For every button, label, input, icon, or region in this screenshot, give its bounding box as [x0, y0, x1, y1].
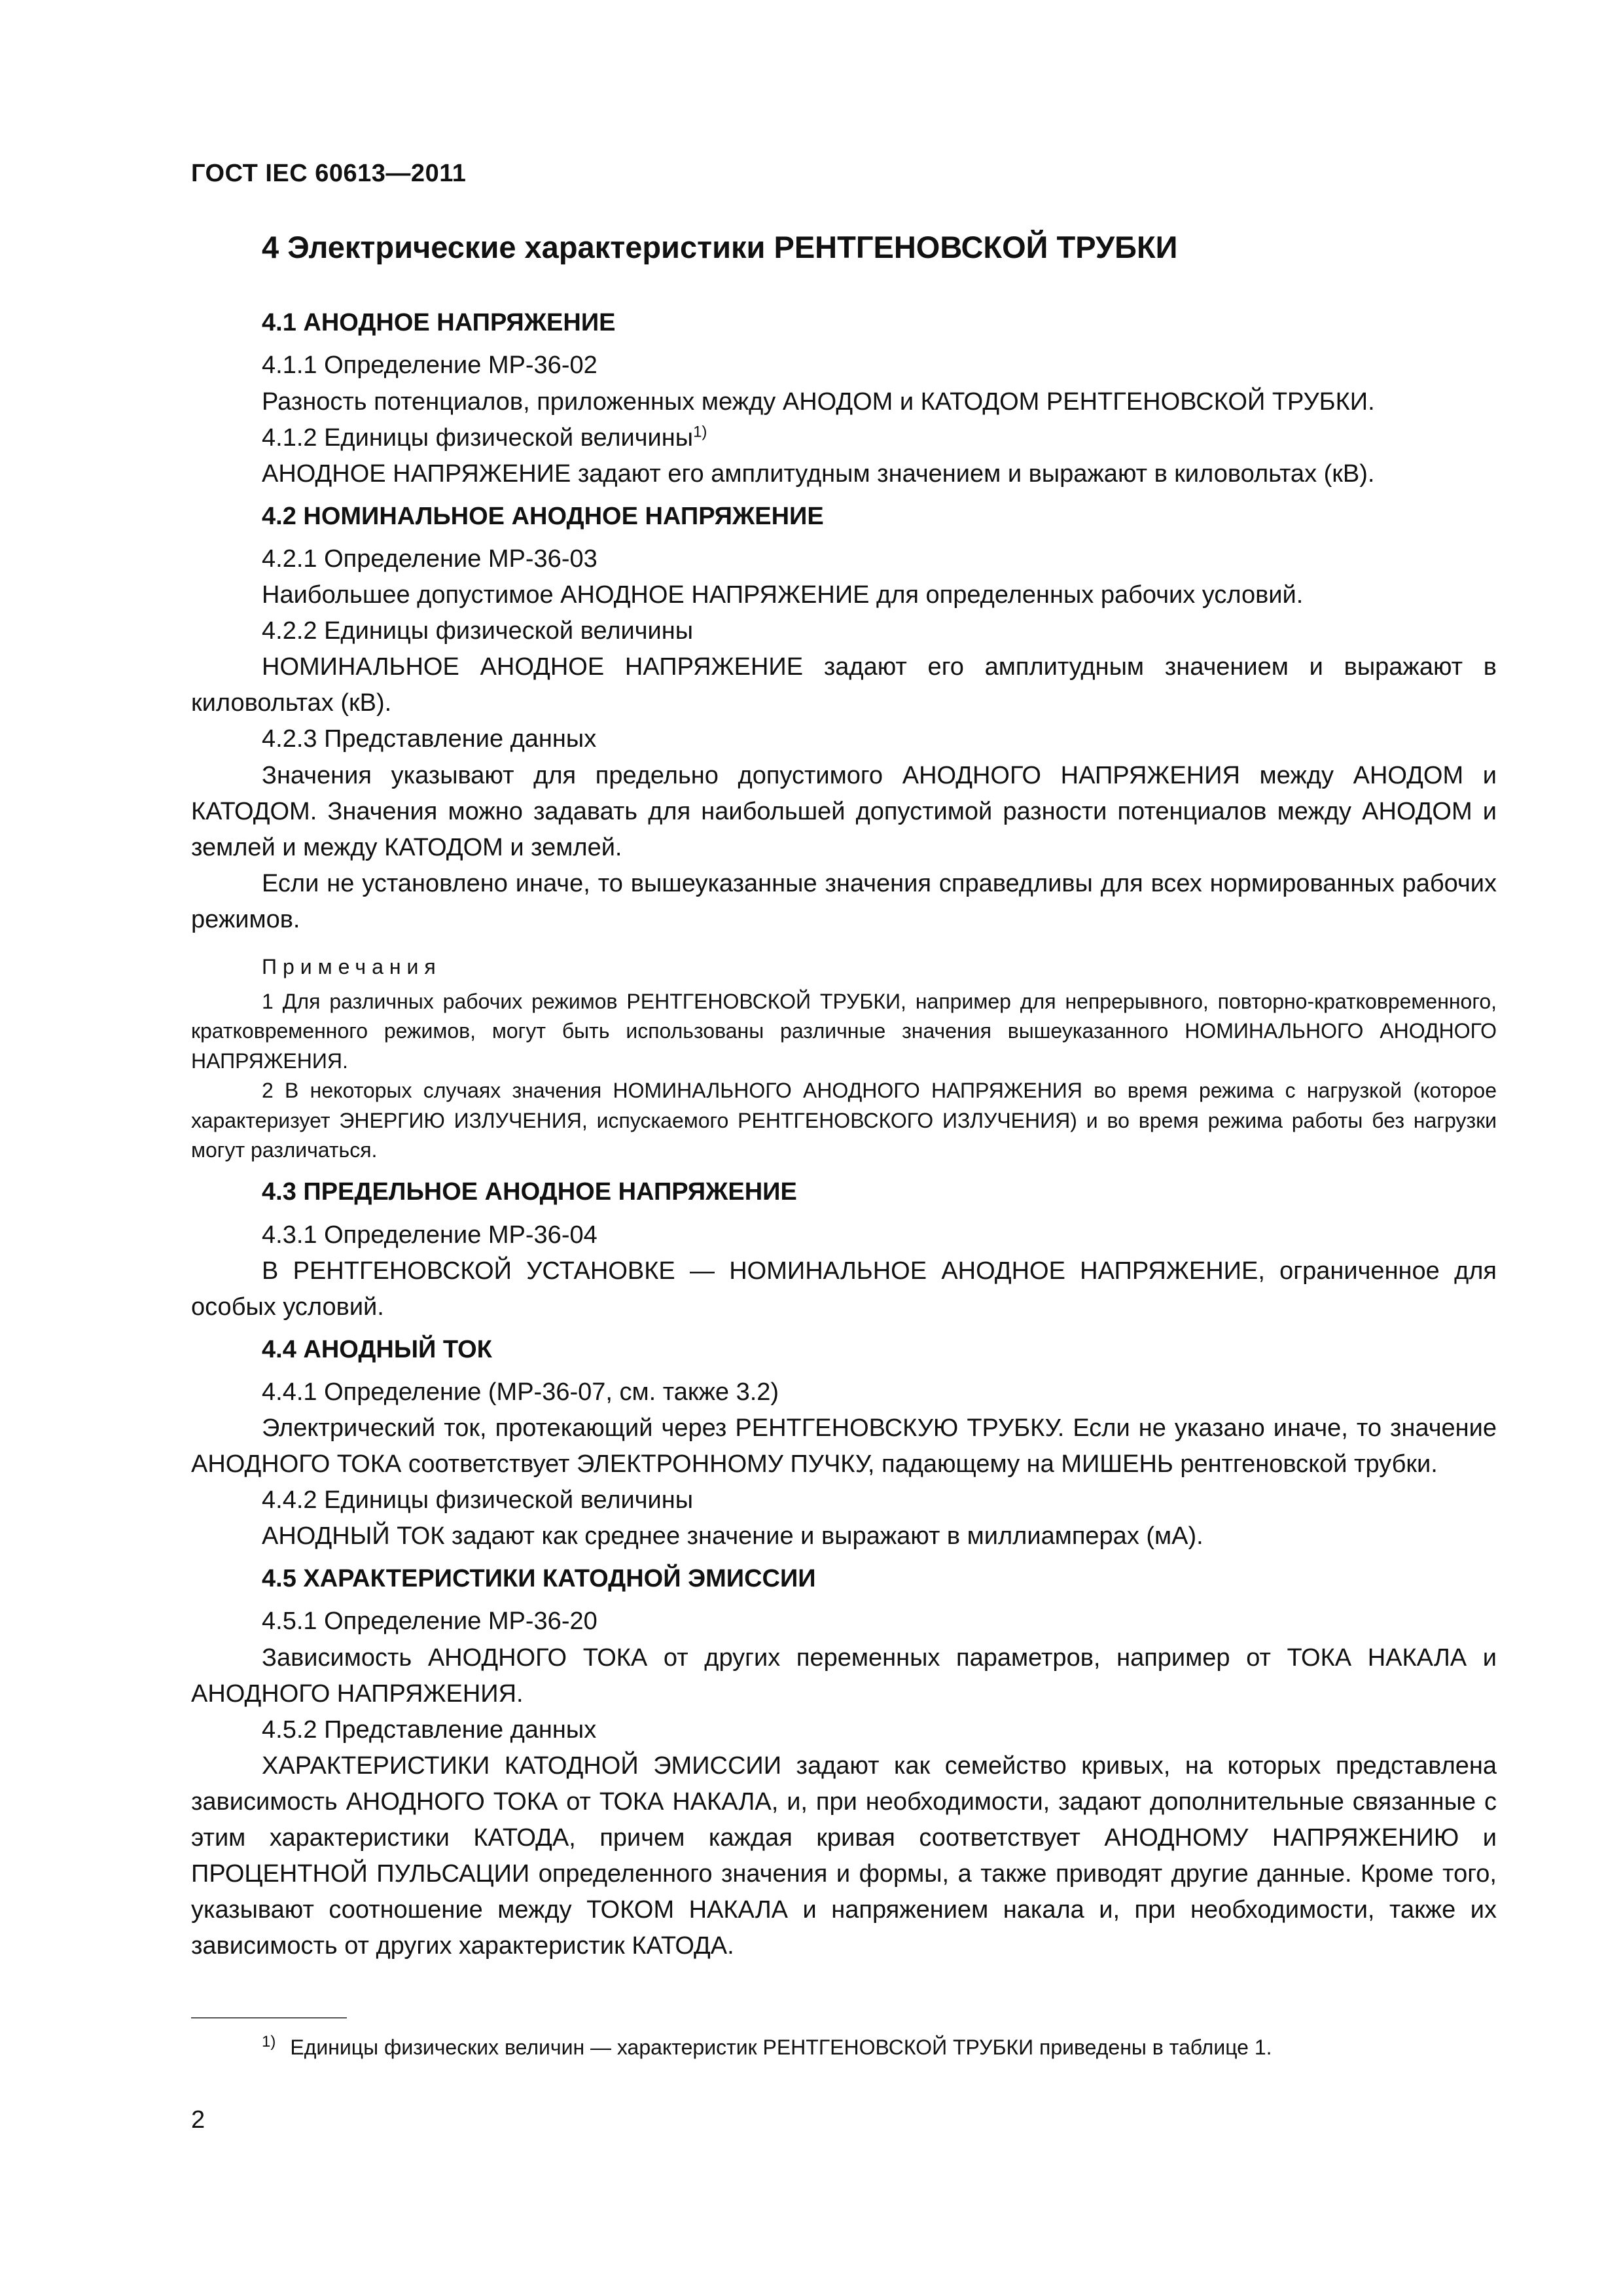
clause-text-4-2-3-a: Значения указывают для предельно допустимого АНОДНОГО НАПРЯЖЕНИЯ между АНОДОМ и КАТОДОМ. Значения можно задавать для наибольшей допустимой разности потенциалов между АНОДОМ и землей и между КАТОДОМ и землей.	[191, 761, 1497, 861]
section-heading-4-3: 4.3 ПРЕДЕЛЬНОЕ АНОДНОЕ НАПРЯЖЕНИЕ	[262, 1178, 797, 1206]
clause-text-4-2-1: Наибольшее допустимое АНОДНОЕ НАПРЯЖЕНИЕ для определенных рабочих условий.	[262, 581, 1304, 609]
note-2: 2 В некоторых случаях значения НОМИНАЛЬНОГО АНОДНОГО НАПРЯЖЕНИЯ во время режима с нагрузкой (которое характеризует ЭНЕРГИЮ ИЗЛУЧЕНИЯ, испускаемого РЕНТГЕНОВСКОГО ИЗЛУЧЕНИЯ) и во время режима работы без нагрузки могут различаться.	[191, 1079, 1497, 1162]
footnote-text: Единицы физических величин — характеристик РЕНТГЕНОВСКОЙ ТРУБКИ приведены в таблице 1.	[290, 2036, 1272, 2059]
footnote-mark: 1)	[262, 2033, 276, 2051]
clause-title-4-1-2	[191, 420, 1497, 456]
footnote-reference: 1)	[693, 423, 707, 441]
section-heading-4-1: 4.1 АНОДНОЕ НАПРЯЖЕНИЕ	[262, 309, 616, 337]
clause-text-4-3-1: В РЕНТГЕНОВСКОЙ УСТАНОВКЕ — НОМИНАЛЬНОЕ АНОДНОЕ НАПРЯЖЕНИЕ, ограниченное для особых условий.	[191, 1257, 1497, 1321]
clause-title-4-3-1: 4.3.1 Определение МР-36-04	[262, 1221, 597, 1249]
notes-title: Примечания	[262, 954, 442, 978]
clause-title-4-5-2: 4.5.2 Представление данных	[262, 1715, 597, 1744]
clause-text-4-5-2: ХАРАКТЕРИСТИКИ КАТОДНОЙ ЭМИССИИ задают как семейство кривых, на которых представлена зависимость АНОДНОГО ТОКА от ТОКА НАКАЛА, и, при необходимости, задают дополнительные связанные с этим характеристики КАТОДА, причем каждая кривая соответствует АНОДНОМУ НАПРЯЖЕНИЮ и ПРОЦЕНТНОЙ ПУЛЬСАЦИИ определенного значения и формы, а также приводят другие данные. Кроме того, указывают соотношение между ТОКОМ НАКАЛА и напряжением накала и, при необходимости, также их зависимость от других характеристик КАТОДА.	[191, 1751, 1497, 1960]
footnote-divider	[191, 2017, 347, 2018]
clause-title-4-4-1: 4.4.1 Определение (МР-36-07, см. также 3.2)	[262, 1378, 779, 1406]
footnote	[262, 2033, 1492, 2062]
clause-text-4-5-1: Зависимость АНОДНОГО ТОКА от других переменных параметров, например от ТОКА НАКАЛА и АНОДНОГО НАПРЯЖЕНИЯ.	[191, 1643, 1497, 1708]
clause-title-4-2-3: 4.2.3 Представление данных	[262, 725, 597, 753]
page-content	[191, 229, 1497, 1964]
clause-title-4-5-1: 4.5.1 Определение МР-36-20	[262, 1607, 597, 1636]
clause-title-4-2-1: 4.2.1 Определение МР-36-03	[262, 545, 597, 573]
clause-title-4-1-2-text: 4.1.2 Единицы физической величины	[262, 423, 694, 452]
document-code: ГОСТ IEC 60613—2011	[191, 160, 467, 187]
clause-text-4-2-3-b: Если не установлено иначе, то вышеуказанные значения справедливы для всех нормированных рабочих режимов.	[191, 869, 1497, 933]
section-heading-4-2: 4.2 НОМИНАЛЬНОЕ АНОДНОЕ НАПРЯЖЕНИЕ	[262, 502, 824, 530]
clause-text-4-1-1: Разность потенциалов, приложенных между АНОДОМ и КАТОДОМ РЕНТГЕНОВСКОЙ ТРУБКИ.	[262, 387, 1375, 416]
notes-block	[191, 952, 1497, 1165]
clause-text-4-4-2: АНОДНЫЙ ТОК задают как среднее значение и выражают в миллиамперах (мА).	[262, 1522, 1204, 1551]
clause-text-4-4-1: Электрический ток, протекающий через РЕНТГЕНОВСКУЮ ТРУБКУ. Если не указано иначе, то значение АНОДНОГО ТОКА соответствует ЭЛЕКТРОННОМУ ПУЧКУ, падающему на МИШЕНЬ рентгеновской трубки.	[191, 1414, 1497, 1479]
clause-text-4-2-2: НОМИНАЛЬНОЕ АНОДНОЕ НАПРЯЖЕНИЕ задают его амплитудным значением и выражают в киловольтах (кВ).	[191, 653, 1497, 717]
clause-title-4-2-2: 4.2.2 Единицы физической величины	[262, 617, 694, 645]
page-number: 2	[191, 2106, 205, 2134]
clause-title-4-4-2: 4.4.2 Единицы физической величины	[262, 1486, 694, 1515]
section-heading-4-4: 4.4 АНОДНЫЙ ТОК	[262, 1335, 492, 1363]
chapter-title: 4 Электрические характеристики РЕНТГЕНОВСКОЙ ТРУБКИ	[262, 230, 1178, 264]
note-1: 1 Для различных рабочих режимов РЕНТГЕНОВСКОЙ ТРУБКИ, например для непрерывного, повторно-кратковременного, кратковременного режимов, могут быть использованы различные значения вышеуказанного НОМИНАЛЬНОГО АНОДНОГО НАПРЯЖЕНИЯ.	[191, 989, 1497, 1073]
section-heading-4-5: 4.5 ХАРАКТЕРИСТИКИ КАТОДНОЙ ЭМИССИИ	[262, 1565, 816, 1593]
clause-title-4-1-1: 4.1.1 Определение МР-36-02	[262, 351, 597, 380]
clause-text-4-1-2: АНОДНОЕ НАПРЯЖЕНИЕ задают его амплитудным значением и выражают в киловольтах (кВ).	[262, 459, 1375, 488]
